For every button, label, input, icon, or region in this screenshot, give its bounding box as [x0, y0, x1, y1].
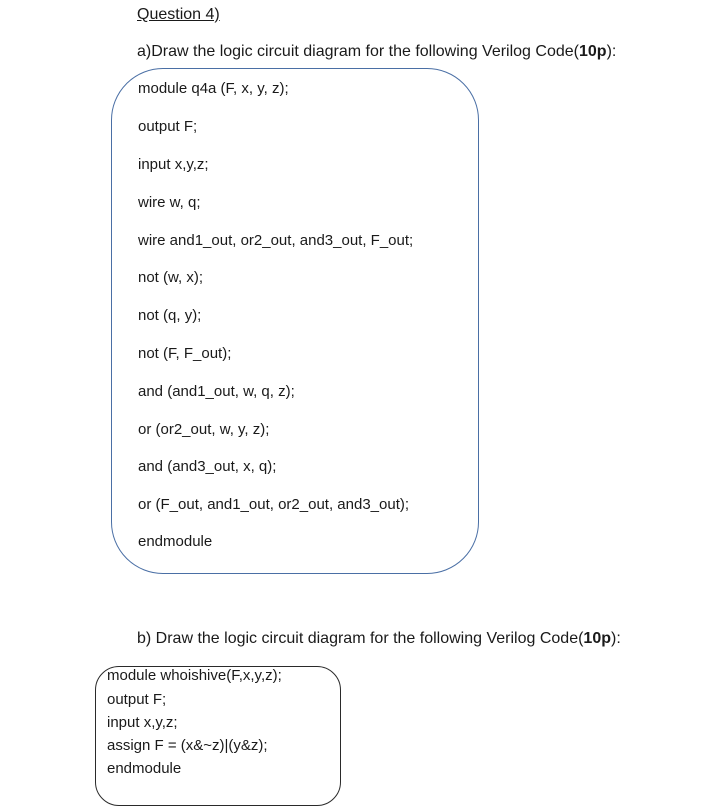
part-b-points: 10p [583, 630, 611, 647]
part-b-title-suffix: ): [611, 630, 621, 647]
code-a-line-6: not (w, x); [138, 269, 204, 286]
code-a-line-13: endmodule [138, 533, 213, 550]
code-a-line-1: module q4a (F, x, y, z); [138, 80, 289, 97]
code-a-line-7: not (q, y); [138, 307, 202, 324]
part-a-points: 10p [578, 43, 607, 60]
code-a-line-5: wire and1_out, or2_out, and3_out, F_out; [138, 232, 414, 249]
code-a-line-8: not (F, F_out); [138, 345, 232, 362]
code-b-line-1: module whoishive(F,x,y,z); [107, 667, 282, 684]
code-b-line-3: input x,y,z; [107, 714, 178, 731]
question-title: Question 4) [137, 6, 220, 23]
part-b-title [137, 630, 621, 648]
code-b-line-2: output F; [107, 691, 167, 708]
code-b-line-5: endmodule [107, 760, 182, 777]
part-b-code-box [95, 666, 341, 806]
part-a-title-suffix: ): [606, 43, 617, 60]
code-a-line-10: or (or2_out, w, y, z); [138, 421, 270, 438]
code-a-line-11: and (and3_out, x, q); [138, 458, 277, 475]
code-a-line-3: input x,y,z; [138, 156, 209, 173]
code-a-line-9: and (and1_out, w, q, z); [138, 383, 295, 400]
code-a-line-12: or (F_out, and1_out, or2_out, and3_out); [138, 496, 410, 513]
part-b-title-text: b) Draw the logic circuit diagram for the following Verilog Code( [137, 630, 584, 647]
code-b-line-4: assign F = (x&~z)|(y&z); [107, 737, 268, 754]
part-a-title-text: a)Draw the logic circuit diagram for the following Verilog Code( [137, 43, 579, 60]
code-a-line-2: output F; [138, 118, 198, 135]
part-a-title [137, 43, 616, 61]
code-a-line-4: wire w, q; [138, 194, 201, 211]
